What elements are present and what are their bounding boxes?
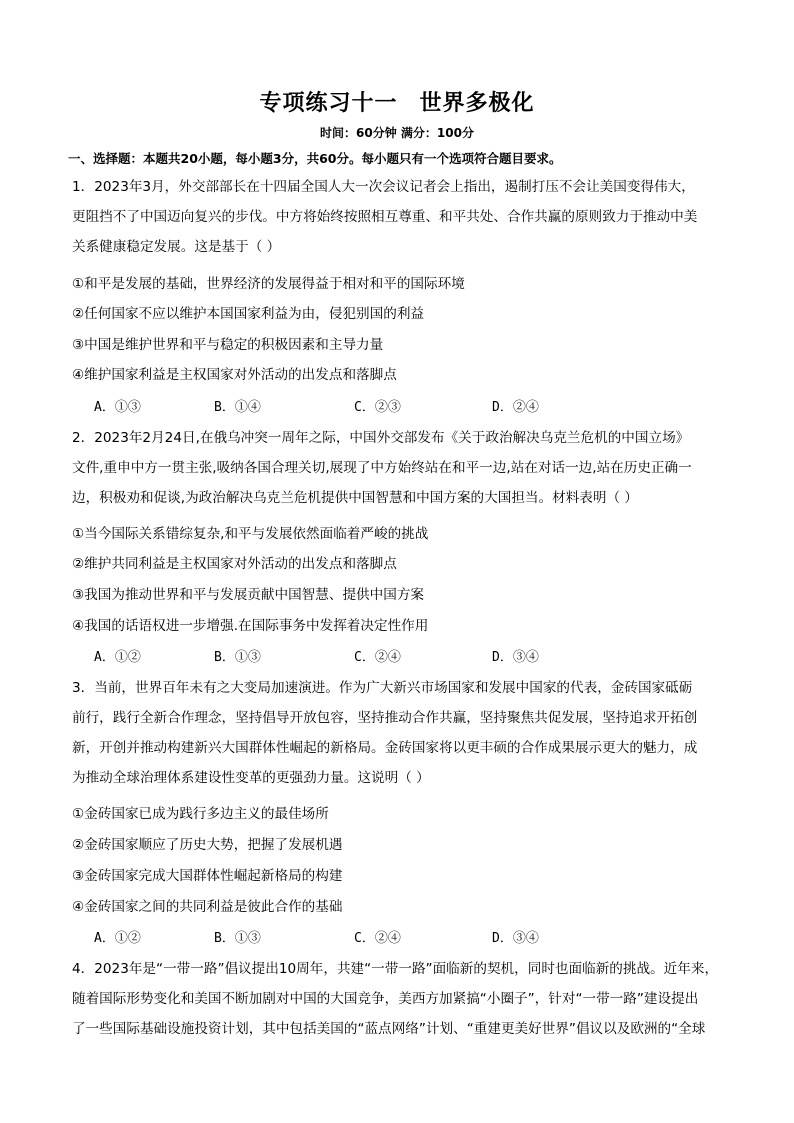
choice-d[interactable]: D．②④ bbox=[492, 400, 539, 415]
question-stem-line: 1．2023年3月，外交部部长在十四届全国人大一次会议记者会上指出，遏制打压不会让美国变得伟大， bbox=[72, 179, 695, 195]
statement-2: ②金砖国家顺应了历史大势，把握了发展机遇 bbox=[72, 837, 343, 853]
statement-2: ②任何国家不应以维护本国国家利益为由，侵犯别国的利益 bbox=[72, 306, 425, 322]
question-stem-line: 更阻挡不了中国迈向复兴的步伐。中方将始终按照相互尊重、和平共处、合作共赢的原则致力于推动中美 bbox=[72, 209, 698, 225]
question-stem-line: 4．2023年是“一带一路”倡议提出10周年，共建“一带一路”面临新的契机，同时也面临新的挑战。近年来， bbox=[72, 961, 719, 977]
statement-4: ④金砖国家之间的共同利益是彼此合作的基础 bbox=[72, 899, 343, 915]
question-stem-line: 新，开创并推动构建新兴大国群体性崛起的新格局。金砖国家将以更丰硕的合作成果展示更大的魅力，成 bbox=[72, 740, 698, 756]
statement-3: ③我国为推动世界和平与发展贡献中国智慧、提供中国方案 bbox=[72, 587, 425, 603]
section-heading: 一、选择题：本题共20小题，每小题3分，共60分。每小题只有一个选项符合题目要求。 bbox=[68, 151, 562, 166]
choice-a[interactable]: A．①③ bbox=[94, 400, 141, 415]
statement-3: ③中国是维护世界和平与稳定的积极因素和主导力量 bbox=[72, 337, 384, 353]
question-stem-line: 随着国际形势变化和美国不断加剧对中国的大国竞争，美西方加紧搞“小圈子”，针对“一带一路”建设提出 bbox=[72, 991, 699, 1007]
question-stem-line: 2．2023年2月24日,在俄乌冲突一周年之际，中国外交部发布《关于政治解决乌克兰危机的中国立场》 bbox=[72, 430, 690, 446]
choice-a[interactable]: A．①② bbox=[94, 650, 141, 665]
statement-1: ①和平是发展的基础，世界经济的发展得益于相对和平的国际环境 bbox=[72, 276, 465, 292]
exam-time-score: 时间：60分钟 满分：100分 bbox=[320, 126, 474, 140]
statement-1: ①当今国际关系错综复杂,和平与发展依然面临着严峻的挑战 bbox=[72, 526, 429, 542]
title-series: 专项练习十一 bbox=[259, 91, 398, 116]
title-topic: 世界多极化 bbox=[419, 91, 535, 116]
choice-c[interactable]: C．②③ bbox=[354, 400, 401, 415]
statement-4: ④维护国家利益是主权国家对外活动的出发点和落脚点 bbox=[72, 367, 397, 383]
question-stem-line: 边，积极劝和促谈,为政治解决乌克兰危机提供中国智慧和中国方案的大国担当。材料表明（ ） bbox=[72, 490, 638, 506]
page-title bbox=[0, 86, 794, 117]
choice-b[interactable]: B．①③ bbox=[214, 931, 261, 946]
choice-b[interactable]: B．①③ bbox=[214, 650, 261, 665]
question-stem-line: 为推动全球治理体系建设性变革的更强劲力量。这说明（ ） bbox=[72, 770, 430, 786]
choice-c[interactable]: C．②④ bbox=[354, 650, 401, 665]
question-stem-line: 前行，践行全新合作理念，坚持倡导开放包容，坚持推动合作共赢，坚持聚焦共促发展，坚持追求开拓创 bbox=[72, 710, 698, 726]
choice-d[interactable]: D．③④ bbox=[492, 650, 539, 665]
question-stem-line: 了一些国际基础设施投资计划，其中包括美国的“蓝点网络”计划、“重建更美好世界”倡议以及欧洲的“全球 bbox=[72, 1021, 706, 1037]
choice-b[interactable]: B．①④ bbox=[214, 400, 261, 415]
statement-4: ④我国的话语权进一步增强.在国际事务中发挥着决定性作用 bbox=[72, 618, 429, 634]
question-stem-line: 3．当前，世界百年未有之大变局加速演进。作为广大新兴市场国家和发展中国家的代表，金砖国家砥砺 bbox=[72, 680, 693, 696]
statement-3: ③金砖国家完成大国群体性崛起新格局的构建 bbox=[72, 868, 343, 884]
question-stem-line: 关系健康稳定发展。这是基于（ ） bbox=[72, 239, 281, 255]
statement-2: ②维护共同利益是主权国家对外活动的出发点和落脚点 bbox=[72, 556, 397, 572]
choice-d[interactable]: D．③④ bbox=[492, 931, 539, 946]
choice-c[interactable]: C．②④ bbox=[354, 931, 401, 946]
question-stem-line: 文件,重申中方一贯主张,吸纳各国合理关切,展现了中方始终站在和平一边,站在对话一边,站在历史正确一 bbox=[72, 460, 692, 476]
statement-1: ①金砖国家已成为践行多边主义的最佳场所 bbox=[72, 806, 329, 822]
choice-a[interactable]: A．①② bbox=[94, 931, 141, 946]
